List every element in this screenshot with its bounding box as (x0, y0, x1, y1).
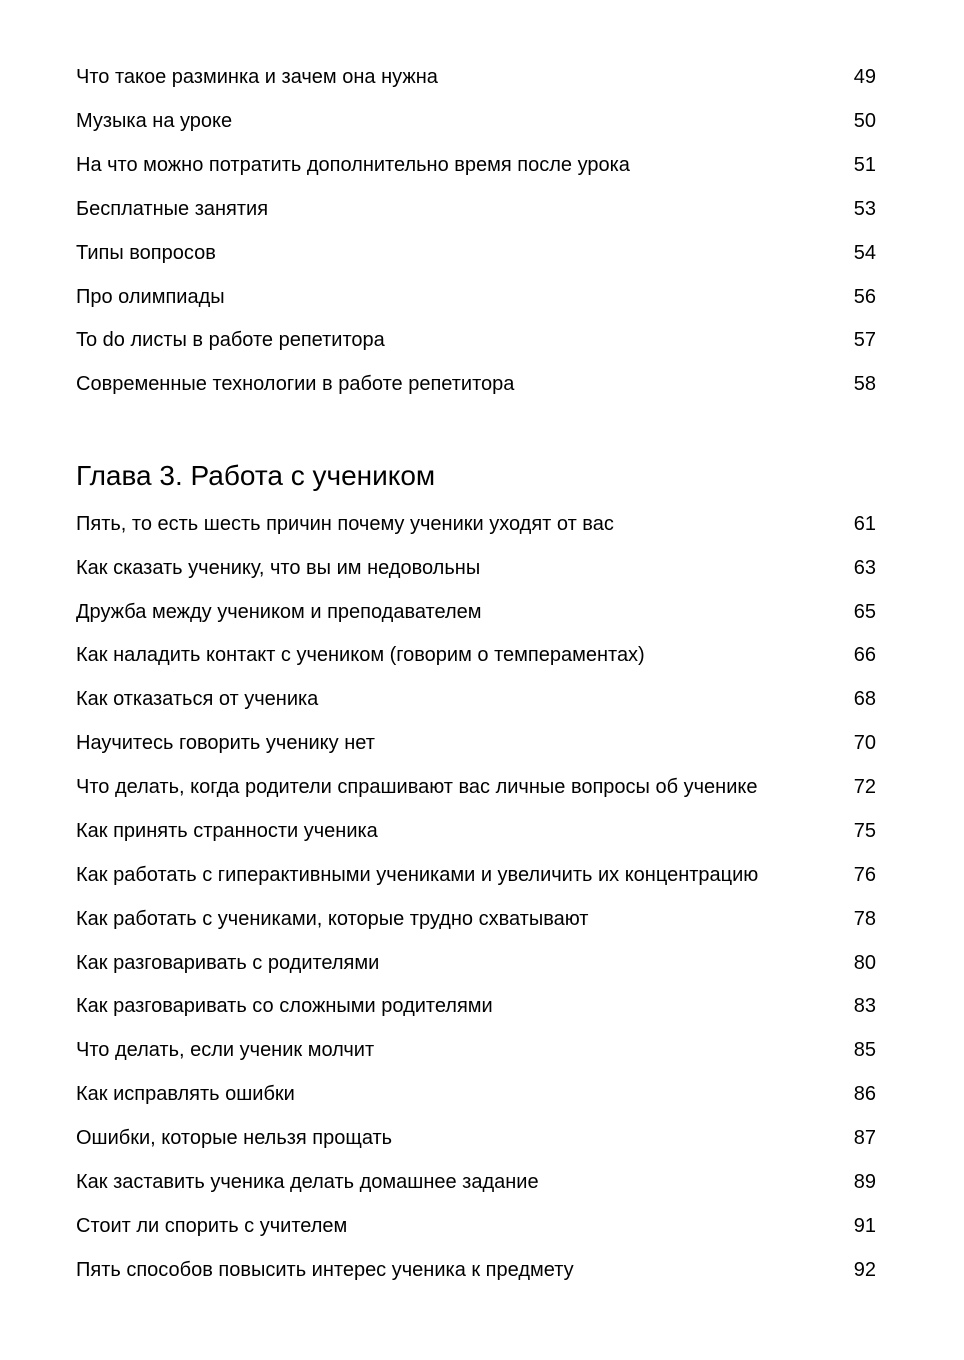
toc-entry-page: 68 (853, 688, 876, 710)
toc-entry-title: Как отказаться от ученика (76, 688, 319, 710)
toc-entry-page: 63 (853, 557, 876, 579)
toc-entry[interactable] (76, 816, 876, 846)
toc-entry-page: 65 (853, 601, 876, 623)
toc-entry[interactable] (76, 509, 876, 539)
toc-entry-page: 54 (853, 242, 876, 264)
toc-entry[interactable] (76, 1123, 876, 1153)
toc-entry-page: 92 (853, 1259, 876, 1281)
toc-entry-page: 66 (853, 644, 876, 666)
toc-entry-title: Как исправлять ошибки (76, 1083, 295, 1105)
toc-entry[interactable] (76, 597, 876, 627)
toc-entry-page: 80 (853, 952, 876, 974)
toc-entry[interactable] (76, 1035, 876, 1065)
toc-entry-title: Как работать с гиперактивными учениками и увеличить их концентрацию (76, 864, 759, 886)
toc-entry[interactable] (76, 860, 876, 890)
toc-entry[interactable] (76, 728, 876, 758)
toc-entry[interactable] (76, 1079, 876, 1109)
toc-entry[interactable] (76, 1167, 876, 1197)
toc-entry-title: Как наладить контакт с учеником (говорим о темпераментах) (76, 644, 645, 666)
toc-entry-page: 89 (853, 1171, 876, 1193)
toc-entry-page: 87 (853, 1127, 876, 1149)
toc-entry[interactable] (76, 1255, 876, 1285)
toc-entry-page: 75 (853, 820, 876, 842)
toc-entry-title: Как разговаривать со сложными родителями (76, 995, 493, 1017)
toc-entry-title: Как принять странности ученика (76, 820, 378, 842)
toc-entry-page: 91 (853, 1215, 876, 1237)
toc-entry-title: Научитесь говорить ученику нет (76, 732, 375, 754)
toc-entry-page: 49 (853, 66, 876, 88)
toc-entry-title: Что такое разминка и зачем она нужна (76, 66, 438, 88)
toc-entry-title: Как заставить ученика делать домашнее задание (76, 1171, 539, 1193)
toc-entry-title: Пять способов повысить интерес ученика к предмету (76, 1259, 574, 1281)
chapter-heading[interactable]: Глава 3. Работа с учеником (76, 460, 436, 491)
toc-entry-page: 78 (853, 908, 876, 930)
toc-entry[interactable] (76, 904, 876, 934)
toc-entry[interactable] (76, 62, 876, 92)
toc-entry-page: 85 (853, 1039, 876, 1061)
toc-entry[interactable] (76, 684, 876, 714)
toc-entry[interactable] (76, 194, 876, 224)
toc-entry-title: Бесплатные занятия (76, 198, 269, 220)
toc-entry-title: Современные технологии в работе репетитора (76, 373, 515, 395)
toc-entry-title: Как сказать ученику, что вы им недовольны (76, 557, 481, 579)
toc-entry-title: To do листы в работе репетитора (76, 329, 385, 351)
toc-entry-title: Пять, то есть шесть причин почему ученики уходят от вас (76, 513, 614, 535)
toc-entry[interactable] (76, 553, 876, 583)
toc-entry-page: 76 (853, 864, 876, 886)
toc-entry[interactable] (76, 948, 876, 978)
toc-entry[interactable] (76, 772, 876, 802)
toc-entry[interactable] (76, 106, 876, 136)
toc-entry[interactable] (76, 640, 876, 670)
toc-entry-title: Стоит ли спорить с учителем (76, 1215, 348, 1237)
toc-entry-page: 53 (853, 198, 876, 220)
toc-entry-title: Дружба между учеником и преподавателем (76, 601, 482, 623)
toc-entry-title: Типы вопросов (76, 242, 216, 264)
toc-entry-page: 61 (853, 513, 876, 535)
toc-entry[interactable] (76, 1211, 876, 1241)
toc-entry-page: 70 (853, 732, 876, 754)
toc-entry-title: На что можно потратить дополнительно время после урока (76, 154, 630, 176)
toc-entry-page: 51 (853, 154, 876, 176)
toc-entry[interactable] (76, 282, 876, 312)
toc-entry-title: Как разговаривать с родителями (76, 952, 380, 974)
toc-entry-title: Что делать, когда родители спрашивают вас личные вопросы об ученике (76, 776, 758, 798)
toc-entry-page: 83 (853, 995, 876, 1017)
toc-entry-title: Музыка на уроке (76, 110, 233, 132)
toc-entry[interactable] (76, 325, 876, 355)
toc-entry-title: Как работать с учениками, которые трудно схватывают (76, 908, 589, 930)
toc-entry-title: Ошибки, которые нельзя прощать (76, 1127, 393, 1149)
toc-entry[interactable] (76, 991, 876, 1021)
toc-entry-page: 86 (853, 1083, 876, 1105)
toc-entry[interactable] (76, 238, 876, 268)
toc-entry-page: 56 (853, 286, 876, 308)
toc-entry-page: 72 (853, 776, 876, 798)
toc-entry[interactable] (76, 369, 876, 399)
toc-entry-page: 50 (853, 110, 876, 132)
toc-entry[interactable] (76, 150, 876, 180)
toc-entry-page: 57 (853, 329, 876, 351)
toc-entry-page: 58 (853, 373, 876, 395)
toc-entry-title: Про олимпиады (76, 286, 225, 308)
toc-entry-title: Что делать, если ученик молчит (76, 1039, 375, 1061)
